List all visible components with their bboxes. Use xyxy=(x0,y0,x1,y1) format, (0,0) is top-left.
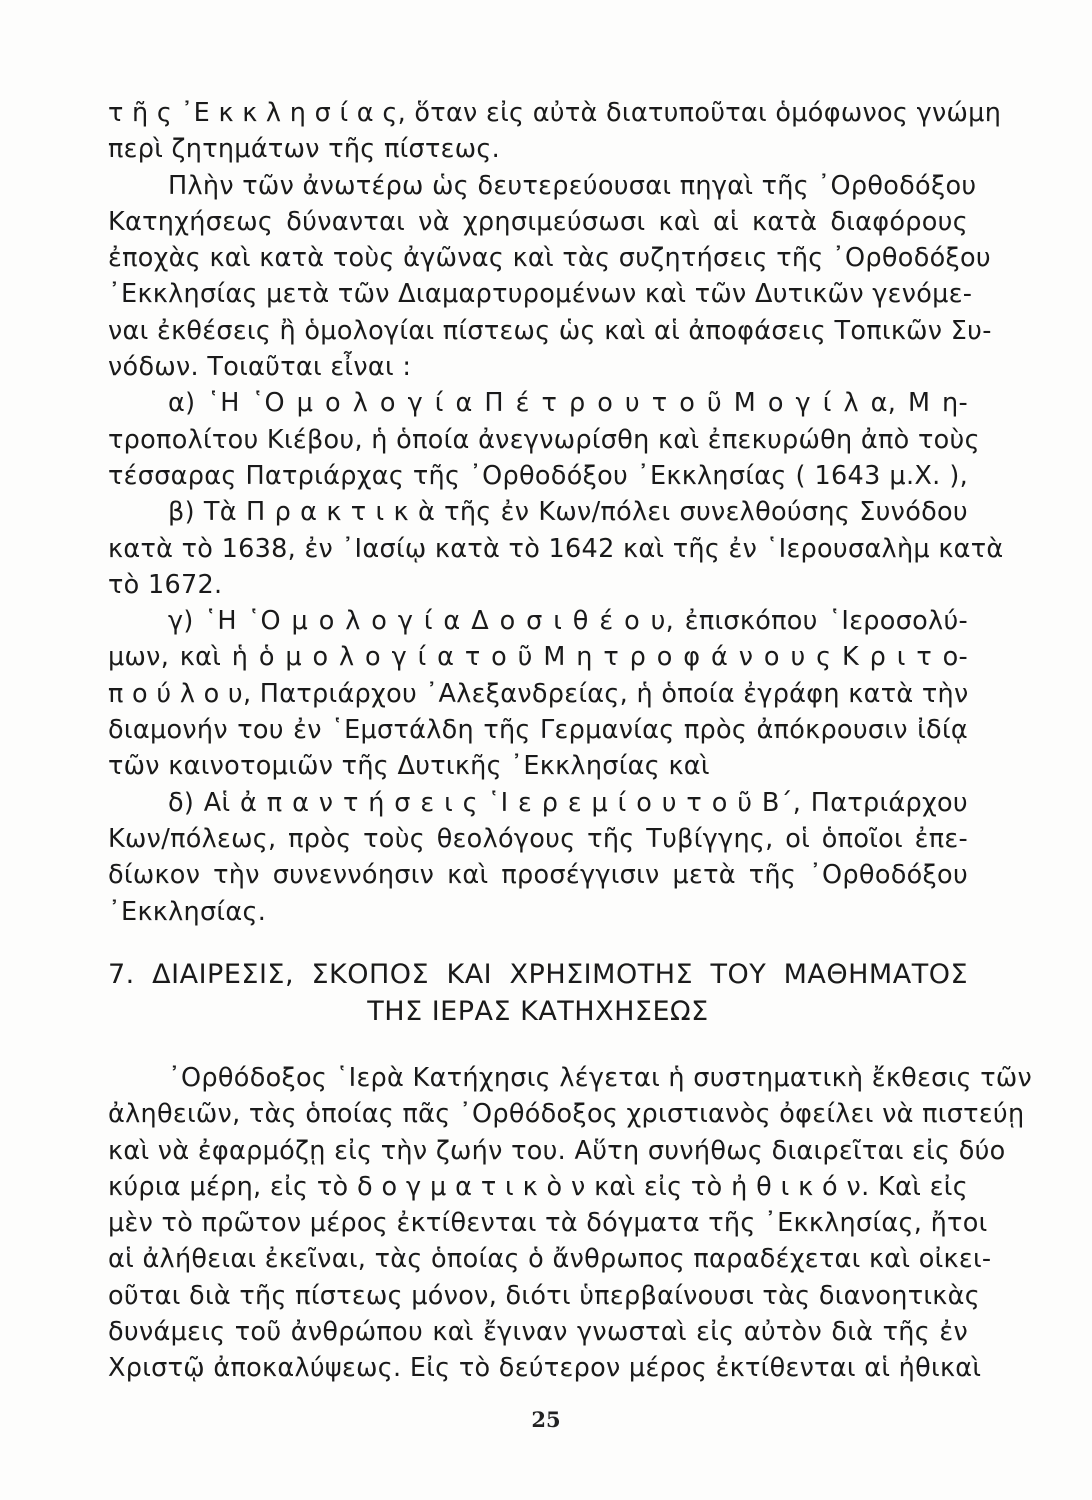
text-line: δ) Αἱ ἀ π α ν τ ή σ ε ι ς ῾Ι ε ρ ε μ ί ο υ τ ο ῦ Β΄, Πατριάρχου xyxy=(168,787,968,818)
text-line: ἐποχὰς καὶ κατὰ τοὺς ἀγῶνας καὶ τὰς συζητήσεις τῆς ᾿Ορθοδόξου xyxy=(108,243,991,274)
section-heading-line-2: ΤΗΣ ΙΕΡΑΣ ΚΑΤΗΧΗΣΕΩΣ xyxy=(367,996,709,1027)
text-line: κύρια μέρη, εἰς τὸ δ ο γ μ α τ ι κ ὸ ν καὶ εἰς τὸ ἠ θ ι κ ό ν. Καὶ εἰς xyxy=(108,1171,968,1202)
text-line: αἱ ἀλήθειαι ἐκεῖναι, τὰς ὁποίας ὁ ἄνθρωπος παραδέχεται καὶ οἰκει- xyxy=(108,1244,992,1275)
text-line: τέσσαρας Πατριάρχας τῆς ᾿Ορθοδόξου ᾿Εκκλησίας ( 1643 μ.Χ. ), xyxy=(108,460,968,491)
text-line: μὲν τὸ πρῶτον μέρος ἐκτίθενται τὰ δόγματα τῆς ᾿Εκκλησίας, ἤτοι xyxy=(108,1208,988,1239)
text-line: ᾿Εκκλησίας. xyxy=(108,896,267,927)
text-line: ἀληθειῶν, τὰς ὁποίας πᾶς ᾿Ορθόδοξος χριστιανὸς ὀφείλει νὰ πιστεύῃ xyxy=(108,1099,1025,1130)
text-line: Πλὴν τῶν ἀνωτέρω ὡς δευτερεύουσαι πηγαὶ τῆς ᾿Ορθοδόξου xyxy=(168,170,977,201)
text-line: β) Τὰ Π ρ α κ τ ι κ ὰ τῆς ἐν Κων/πόλει συνελθούσης Συνόδου xyxy=(168,497,968,528)
text-line: α) ῾Η ῾Ο μ ο λ ο γ ί α Π έ τ ρ ο υ τ ο ῦ Μ ο γ ί λ α, Μ η- xyxy=(168,388,968,419)
text-line: ναι ἐκθέσεις ἢ ὁμολογίαι πίστεως ὡς καὶ αἱ ἀποφάσεις Τοπικῶν Συ- xyxy=(108,315,992,346)
text-line: δυνάμεις τοῦ ἀνθρώπου καὶ ἔγιναν γνωσταὶ εἰς αὐτὸν διὰ τῆς ἐν xyxy=(108,1317,968,1348)
text-line: τροπολίτου Κιέβου, ἡ ὁποία ἀνεγνωρίσθη καὶ ἐπεκυρώθη ἀπὸ τοὺς xyxy=(108,424,980,455)
text-line: κατὰ τὸ 1638, ἐν ᾿Ιασίῳ κατὰ τὸ 1642 καὶ τῆς ἐν ῾Ιερουσαλὴμ κατὰ xyxy=(108,533,1004,564)
text-line: τ ῆ ς ᾿Ε κ κ λ η σ ί α ς, ὅταν εἰς αὐτὰ διατυποῦται ὁμόφωνος γνώμη xyxy=(108,98,1002,128)
text-line: ᾿Εκκλησίας μετὰ τῶν Διαμαρτυρομένων καὶ τῶν Δυτικῶν γενόμε- xyxy=(108,279,973,310)
text-line: δίωκον τὴν συνεννόησιν καὶ προσέγγισιν μετὰ τῆς ᾿Ορθοδόξου xyxy=(108,860,968,891)
text-block-lower xyxy=(108,1060,1033,1387)
text-line: μων, καὶ ἡ ὁ μ ο λ ο γ ί α τ ο ῦ Μ η τ ρ ο φ ά ν ο υ ς Κ ρ ι τ ο- xyxy=(108,642,968,673)
text-line: οῦται διὰ τῆς πίστεως μόνον, διότι ὑπερβαίνουσι τὰς διανοητικὰς xyxy=(108,1280,980,1311)
text-line: περὶ ζητημάτων τῆς πίστεως. xyxy=(108,134,501,165)
text-line: Κατηχήσεως δύνανται νὰ χρησιμεύσωσι καὶ αἱ κατὰ διαφόρους xyxy=(108,206,968,237)
text-line: τῶν καινοτομιῶν τῆς Δυτικῆς ᾿Εκκλησίας καὶ xyxy=(108,751,710,782)
text-line: νόδων. Τοιαῦται εἶναι : xyxy=(108,352,412,383)
text-line: Κων/πόλεως, πρὸς τοὺς θεολόγους τῆς Τυβίγγης, οἱ ὁποῖοι ἐπε- xyxy=(108,823,968,854)
text-line: γ) ῾Η ῾Ο μ ο λ ο γ ί α Δ ο σ ι θ έ ο υ, ἐπισκόπου ῾Ιεροσολύ- xyxy=(168,606,968,637)
page-number: 25 xyxy=(531,1407,561,1432)
text-line: π ο ύ λ ο υ, Πατριάρχου ᾿Αλεξανδρείας, ἡ ὁποία ἐγράφη κατὰ τὴν xyxy=(108,678,969,709)
text-line: τὸ 1672. xyxy=(108,569,223,600)
section-heading-line-1: 7. ΔΙΑΙΡΕΣΙΣ, ΣΚΟΠΟΣ ΚΑΙ ΧΡΗΣΙΜΟΤΗΣ ΤΟΥ ΜΑΘΗΜΑΤΟΣ xyxy=(108,959,968,990)
text-line: καὶ νὰ ἐφαρμόζῃ εἰς τὴν ζωήν του. Αὕτη συνήθως διαιρεῖται εἰς δύο xyxy=(108,1135,1006,1166)
text-line: διαμονήν του ἐν ῾Εμστάλδη τῆς Γερμανίας πρὸς ἀπόκρουσιν ἰδίᾳ xyxy=(108,715,968,746)
text-line: Χριστῷ ἀποκαλύψεως. Εἰς τὸ δεύτερον μέρος ἐκτίθενται αἱ ἠθικαὶ xyxy=(108,1353,982,1384)
text-block-upper xyxy=(108,95,1004,930)
text-line: ᾿Ορθόδοξος ῾Ιερὰ Κατήχησις λέγεται ἡ συστηματικὴ ἔκθεσις τῶν xyxy=(168,1063,1033,1093)
